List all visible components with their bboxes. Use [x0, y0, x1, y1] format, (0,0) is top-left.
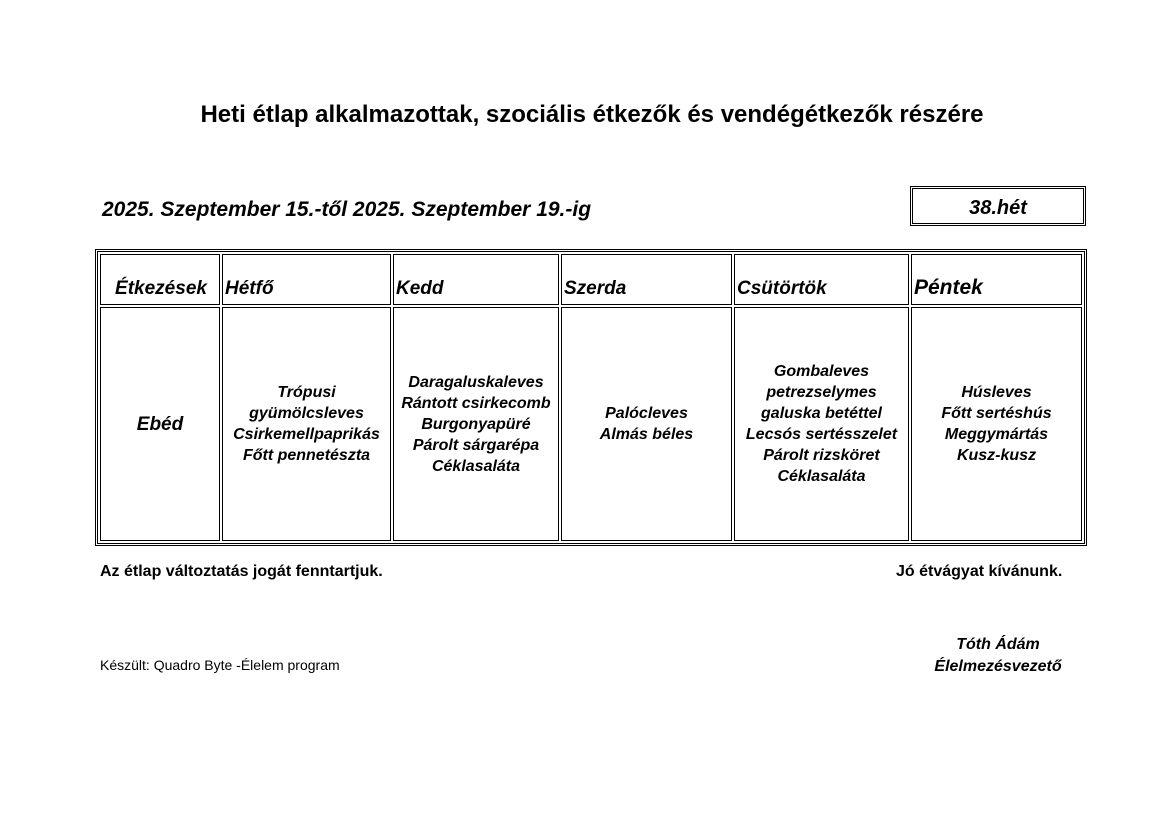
dish: Rántott csirkecomb	[401, 394, 551, 412]
footer-credit: Készült: Quadro Byte -Élelem program	[100, 657, 340, 673]
menu-cell-tuesday	[393, 307, 559, 541]
change-notice: Az étlap változtatás jogát fenntartjuk.	[100, 563, 383, 580]
header-friday: Péntek	[911, 254, 1082, 305]
menu-cell-thursday	[734, 307, 909, 541]
dish: Főtt pennetészta	[242, 447, 371, 464]
meal-label-lunch: Ebéd	[100, 307, 220, 541]
dish: Céklasaláta	[777, 468, 866, 485]
dish: Burgonyapüré	[421, 415, 531, 433]
menu-cell-friday	[911, 307, 1082, 541]
table-row	[100, 307, 1082, 541]
header-monday: Hétfő	[222, 254, 391, 305]
dish: Trópusi	[277, 384, 336, 401]
dish: petrezselymes	[766, 384, 877, 401]
header-tuesday: Kedd	[393, 254, 559, 305]
dish: Almás béles	[599, 426, 694, 443]
dish: Céklasaláta	[431, 457, 521, 475]
dish: Húsleves	[961, 384, 1032, 401]
dish: Daragaluskaleves	[408, 373, 544, 391]
dish: Meggymártás	[944, 426, 1049, 443]
dish: Főtt sertéshús	[941, 405, 1052, 422]
signature-name: Tóth Ádám	[956, 636, 1040, 653]
week-number-box	[910, 186, 1086, 226]
weekly-menu-table	[95, 249, 1087, 546]
dish: galuska betéttel	[761, 405, 882, 422]
page-title: Heti étlap alkalmazottak, szociális étkezők és vendégétkezők részére	[200, 101, 984, 128]
menu-cell-monday	[222, 307, 391, 541]
header-thursday: Csütörtök	[734, 254, 909, 305]
table-header-row	[100, 254, 1082, 305]
dish: Palócleves	[605, 405, 688, 422]
week-number: 38.hét	[969, 197, 1027, 219]
dish: Kusz-kusz	[956, 447, 1037, 464]
dish: Párolt sárgarépa	[412, 436, 540, 454]
dish: gyümölcsleves	[249, 405, 364, 422]
header-wednesday: Szerda	[561, 254, 732, 305]
signature-role: Élelmezésvezető	[934, 658, 1062, 675]
dish: Lecsós sertésszelet	[745, 426, 898, 443]
signature-block	[910, 634, 1086, 678]
dish: Gombaleves	[773, 363, 870, 380]
dish: Csirkemellpaprikás	[233, 426, 380, 443]
bon-appetit-note: Jó étvágyat kívánunk.	[896, 563, 1063, 580]
header-meals: Étkezések	[100, 254, 220, 305]
menu-cell-wednesday	[561, 307, 732, 541]
dish: Párolt rizsköret	[763, 447, 880, 464]
date-range: 2025. Szeptember 15.-től 2025. Szeptember 19.-ig	[102, 198, 592, 221]
